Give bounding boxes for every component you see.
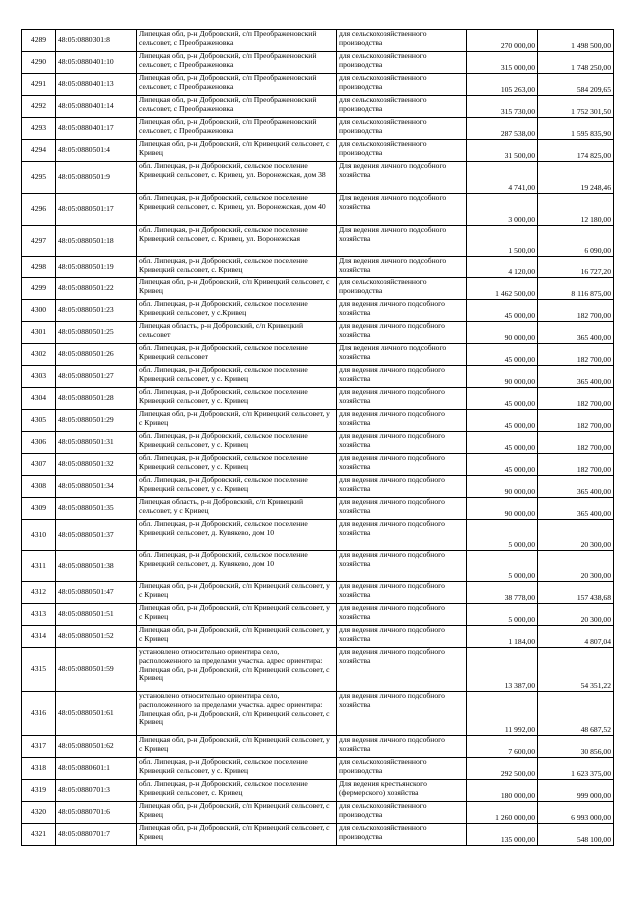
table-row: [22, 162, 614, 194]
table-row: [22, 344, 614, 366]
table-row: [22, 520, 614, 551]
cadastral-value-cell: 20 300,00: [538, 520, 614, 551]
row-number-cell: 4300: [22, 300, 56, 322]
row-number-cell: 4289: [22, 30, 56, 52]
cadastral-number-cell: 48:05:0880501:37: [56, 520, 137, 551]
land-use-cell: для сельскохозяйственного производства: [337, 802, 467, 824]
row-number-cell: 4315: [22, 648, 56, 692]
table-row: [22, 551, 614, 582]
cadastral-number-cell: 48:05:0880401:14: [56, 96, 137, 118]
cadastral-number-cell: 48:05:0880501:28: [56, 388, 137, 410]
table-row: [22, 366, 614, 388]
table-row: [22, 388, 614, 410]
cadastral-number-cell: 48:05:0880501:27: [56, 366, 137, 388]
address-cell: Липецкая область, р-н Добровский, с/п Кривецкий сельсовет: [137, 322, 337, 344]
cadastral-value-cell: 20 300,00: [538, 551, 614, 582]
cadastral-number-cell: 48:05:0880701:6: [56, 802, 137, 824]
land-use-cell: для ведения личного подсобного хозяйства: [337, 366, 467, 388]
cadastral-value-cell: 365 400,00: [538, 476, 614, 498]
area-cell: 45 000,00: [467, 454, 538, 476]
table-row: [22, 226, 614, 257]
cadastral-number-cell: 48:05:0880501:32: [56, 454, 137, 476]
land-use-cell: для ведения личного подсобного хозяйства: [337, 648, 467, 692]
area-cell: 31 500,00: [467, 140, 538, 162]
row-number-cell: 4317: [22, 736, 56, 758]
table-row: [22, 410, 614, 432]
land-use-cell: для сельскохозяйственного производства: [337, 96, 467, 118]
cadastral-value-cell: 182 700,00: [538, 388, 614, 410]
cadastral-value-cell: 48 687,52: [538, 692, 614, 736]
table-row: [22, 257, 614, 278]
area-cell: 315 730,00: [467, 96, 538, 118]
row-number-cell: 4302: [22, 344, 56, 366]
cadastral-number-cell: 48:05:0880501:51: [56, 604, 137, 626]
table-row: [22, 498, 614, 520]
cadastral-value-cell: 182 700,00: [538, 410, 614, 432]
area-cell: 4 120,00: [467, 257, 538, 278]
cadastral-value-cell: 584 209,65: [538, 74, 614, 96]
table-row: [22, 300, 614, 322]
cadastral-number-cell: 48:05:0880501:52: [56, 626, 137, 648]
cadastral-value-cell: 6 090,00: [538, 226, 614, 257]
cadastral-value-cell: 1 498 500,00: [538, 30, 614, 52]
row-number-cell: 4316: [22, 692, 56, 736]
cadastral-value-cell: 20 300,00: [538, 604, 614, 626]
table-row: [22, 736, 614, 758]
address-cell: обл. Липецкая, р-н Добровский, сельское поселение Кривецкий сельсовет, с. Кривец, ул. Воронежская, дом 38: [137, 162, 337, 194]
table-row: [22, 278, 614, 300]
cadastral-value-cell: 4 807,04: [538, 626, 614, 648]
area-cell: 7 600,00: [467, 736, 538, 758]
cadastral-number-cell: 48:05:0880701:3: [56, 780, 137, 802]
cadastral-number-cell: 48:05:0880501:4: [56, 140, 137, 162]
area-cell: 5 000,00: [467, 520, 538, 551]
land-use-cell: Для ведения крестьянского (фермерского) хозяйства: [337, 780, 467, 802]
land-use-cell: для ведения личного подсобного хозяйства: [337, 692, 467, 736]
land-use-cell: для ведения личного подсобного хозяйства: [337, 498, 467, 520]
table-body: [22, 30, 614, 846]
address-cell: Липецкая обл, р-н Добровский, с/п Кривецкий сельсовет, с Кривец: [137, 802, 337, 824]
address-cell: Липецкая обл, р-н Добровский, с/п Кривецкий сельсовет, с Кривец: [137, 140, 337, 162]
land-registry-table: [21, 29, 614, 846]
row-number-cell: 4319: [22, 780, 56, 802]
table-row: [22, 692, 614, 736]
cadastral-value-cell: 12 180,00: [538, 194, 614, 226]
row-number-cell: 4297: [22, 226, 56, 257]
row-number-cell: 4313: [22, 604, 56, 626]
row-number-cell: 4311: [22, 551, 56, 582]
land-use-cell: для сельскохозяйственного производства: [337, 758, 467, 780]
table-row: [22, 582, 614, 604]
row-number-cell: 4293: [22, 118, 56, 140]
table-row: [22, 758, 614, 780]
table-row: [22, 322, 614, 344]
area-cell: 13 387,00: [467, 648, 538, 692]
cadastral-number-cell: 48:05:0880501:47: [56, 582, 137, 604]
address-cell: Липецкая обл, р-н Добровский, с/п Преображеновский сельсовет, с Преображеновка: [137, 52, 337, 74]
land-use-cell: Для ведения личного подсобного хозяйства: [337, 194, 467, 226]
area-cell: 90 000,00: [467, 366, 538, 388]
area-cell: 11 992,00: [467, 692, 538, 736]
land-use-cell: для ведения личного подсобного хозяйства: [337, 736, 467, 758]
area-cell: 90 000,00: [467, 476, 538, 498]
address-cell: Липецкая обл, р-н Добровский, с/п Кривецкий сельсовет, с Кривец: [137, 278, 337, 300]
land-use-cell: для сельскохозяйственного производства: [337, 824, 467, 846]
table-row: [22, 194, 614, 226]
cadastral-value-cell: 999 000,00: [538, 780, 614, 802]
cadastral-value-cell: 365 400,00: [538, 322, 614, 344]
address-cell: Липецкая область, р-н Добровский, с/п Кривецкий сельсовет, у с Кривец: [137, 498, 337, 520]
cadastral-number-cell: 48:05:0880401:10: [56, 52, 137, 74]
address-cell: обл. Липецкая, р-н Добровский, сельское поселение Кривецкий сельсовет: [137, 344, 337, 366]
land-use-cell: для ведения личного подсобного хозяйства: [337, 626, 467, 648]
table-row: [22, 780, 614, 802]
address-cell: обл. Липецкая, р-н Добровский, сельское поселение Кривецкий сельсовет, у с. Кривец: [137, 454, 337, 476]
cadastral-value-cell: 182 700,00: [538, 454, 614, 476]
area-cell: 1 184,00: [467, 626, 538, 648]
address-cell: обл. Липецкая, р-н Добровский, сельское поселение Кривецкий сельсовет, у с. Кривец: [137, 758, 337, 780]
cadastral-number-cell: 48:05:0880501:62: [56, 736, 137, 758]
area-cell: 45 000,00: [467, 410, 538, 432]
cadastral-value-cell: 365 400,00: [538, 366, 614, 388]
address-cell: обл. Липецкая, р-н Добровский, сельское поселение Кривецкий сельсовет, д. Кувякево, дом 10: [137, 551, 337, 582]
land-use-cell: для ведения личного подсобного хозяйства: [337, 551, 467, 582]
area-cell: 1 462 500,00: [467, 278, 538, 300]
land-use-cell: Для ведения личного подсобного хозяйства: [337, 162, 467, 194]
cadastral-number-cell: 48:05:0880501:25: [56, 322, 137, 344]
row-number-cell: 4312: [22, 582, 56, 604]
address-cell: Липецкая обл, р-н Добровский, с/п Кривецкий сельсовет, у с Кривец: [137, 736, 337, 758]
cadastral-value-cell: 54 351,22: [538, 648, 614, 692]
address-cell: обл. Липецкая, р-н Добровский, сельское поселение Кривецкий сельсовет, д. Кувякево, дом 10: [137, 520, 337, 551]
area-cell: 1 500,00: [467, 226, 538, 257]
address-cell: обл. Липецкая, р-н Добровский, сельское поселение Кривецкий сельсовет, у с.Кривец: [137, 300, 337, 322]
area-cell: 180 000,00: [467, 780, 538, 802]
cadastral-number-cell: 48:05:0880501:38: [56, 551, 137, 582]
address-cell: Липецкая обл, р-н Добровский, с/п Кривецкий сельсовет, у с Кривец: [137, 604, 337, 626]
land-use-cell: для ведения личного подсобного хозяйства: [337, 476, 467, 498]
area-cell: 105 263,00: [467, 74, 538, 96]
cadastral-value-cell: 182 700,00: [538, 344, 614, 366]
row-number-cell: 4314: [22, 626, 56, 648]
land-use-cell: для ведения личного подсобного хозяйства: [337, 432, 467, 454]
area-cell: 315 000,00: [467, 52, 538, 74]
area-cell: 270 000,00: [467, 30, 538, 52]
cadastral-number-cell: 48:05:0880501:34: [56, 476, 137, 498]
cadastral-value-cell: 16 727,20: [538, 257, 614, 278]
cadastral-number-cell: 48:05:0880501:19: [56, 257, 137, 278]
area-cell: 45 000,00: [467, 344, 538, 366]
cadastral-number-cell: 48:05:0880401:13: [56, 74, 137, 96]
table-row: [22, 52, 614, 74]
row-number-cell: 4299: [22, 278, 56, 300]
cadastral-number-cell: 48:05:0880501:59: [56, 648, 137, 692]
cadastral-value-cell: 1 748 250,00: [538, 52, 614, 74]
table-row: [22, 604, 614, 626]
address-cell: обл. Липецкая, р-н Добровский, сельское поселение Кривецкий сельсовет, у с. Кривец: [137, 432, 337, 454]
address-cell: Липецкая обл, р-н Добровский, с/п Преображеновский сельсовет, с Преображеновка: [137, 74, 337, 96]
cadastral-value-cell: 1 752 301,50: [538, 96, 614, 118]
row-number-cell: 4308: [22, 476, 56, 498]
address-cell: Липецкая обл, р-н Добровский, с/п Преображеновский сельсовет, с Преображеновка: [137, 96, 337, 118]
cadastral-value-cell: 157 438,68: [538, 582, 614, 604]
area-cell: 90 000,00: [467, 498, 538, 520]
land-use-cell: для сельскохозяйственного производства: [337, 74, 467, 96]
cadastral-value-cell: 174 825,00: [538, 140, 614, 162]
row-number-cell: 4301: [22, 322, 56, 344]
cadastral-value-cell: 19 248,46: [538, 162, 614, 194]
area-cell: 5 000,00: [467, 604, 538, 626]
table-row: [22, 454, 614, 476]
row-number-cell: 4304: [22, 388, 56, 410]
land-use-cell: для ведения личного подсобного хозяйства: [337, 520, 467, 551]
cadastral-value-cell: 365 400,00: [538, 498, 614, 520]
table-row: [22, 118, 614, 140]
cadastral-number-cell: 48:05:0880501:23: [56, 300, 137, 322]
row-number-cell: 4294: [22, 140, 56, 162]
land-use-cell: для сельскохозяйственного производства: [337, 118, 467, 140]
area-cell: 45 000,00: [467, 300, 538, 322]
cadastral-value-cell: 182 700,00: [538, 300, 614, 322]
area-cell: 90 000,00: [467, 322, 538, 344]
cadastral-number-cell: 48:05:0880501:31: [56, 432, 137, 454]
row-number-cell: 4318: [22, 758, 56, 780]
row-number-cell: 4307: [22, 454, 56, 476]
cadastral-value-cell: 6 993 000,00: [538, 802, 614, 824]
table-row: [22, 30, 614, 52]
cadastral-number-cell: 48:05:0880501:17: [56, 194, 137, 226]
cadastral-number-cell: 48:05:0880501:22: [56, 278, 137, 300]
cadastral-number-cell: 48:05:0880501:29: [56, 410, 137, 432]
address-cell: обл. Липецкая, р-н Добровский, сельское поселение Кривецкий сельсовет, с. Кривец: [137, 780, 337, 802]
address-cell: обл. Липецкая, р-н Добровский, сельское поселение Кривецкий сельсовет, у с. Кривец: [137, 366, 337, 388]
cadastral-value-cell: 548 100,00: [538, 824, 614, 846]
address-cell: Липецкая обл, р-н Добровский, с/п Кривецкий сельсовет, с Кривец: [137, 824, 337, 846]
address-cell: Липецкая обл, р-н Добровский, с/п Преображеновский сельсовет, с Преображеновка: [137, 30, 337, 52]
table-row: [22, 140, 614, 162]
row-number-cell: 4295: [22, 162, 56, 194]
cadastral-value-cell: 30 856,00: [538, 736, 614, 758]
land-use-cell: для сельскохозяйственного производства: [337, 140, 467, 162]
land-use-cell: Для ведения личного подсобного хозяйства: [337, 344, 467, 366]
row-number-cell: 4310: [22, 520, 56, 551]
table-row: [22, 432, 614, 454]
table-row: [22, 824, 614, 846]
row-number-cell: 4321: [22, 824, 56, 846]
area-cell: 5 000,00: [467, 551, 538, 582]
area-cell: 45 000,00: [467, 388, 538, 410]
land-use-cell: для ведения личного подсобного хозяйства: [337, 322, 467, 344]
address-cell: обл. Липецкая, р-н Добровский, сельское поселение Кривецкий сельсовет, с. Кривец: [137, 257, 337, 278]
area-cell: 1 260 000,00: [467, 802, 538, 824]
cadastral-number-cell: 48:05:0880301:8: [56, 30, 137, 52]
address-cell: обл. Липецкая, р-н Добровский, сельское поселение Кривецкий сельсовет, с. Кривец, ул. Воронежская, дом 40: [137, 194, 337, 226]
row-number-cell: 4291: [22, 74, 56, 96]
land-use-cell: для ведения личного подсобного хозяйства: [337, 300, 467, 322]
address-cell: установлено относительно ориентира село, расположенного за пределами участка. адрес ориентира: Липецкая обл, р-н Добровский, с/п Кривецкий сельсовет, с Кривец: [137, 648, 337, 692]
cadastral-number-cell: 48:05:0880601:1: [56, 758, 137, 780]
table-row: [22, 626, 614, 648]
cadastral-number-cell: 48:05:0880501:35: [56, 498, 137, 520]
area-cell: 38 778,00: [467, 582, 538, 604]
row-number-cell: 4306: [22, 432, 56, 454]
address-cell: Липецкая обл, р-н Добровский, с/п Кривецкий сельсовет, у с Кривец: [137, 582, 337, 604]
land-use-cell: для сельскохозяйственного производства: [337, 30, 467, 52]
cadastral-value-cell: 8 116 875,00: [538, 278, 614, 300]
cadastral-number-cell: 48:05:0880701:7: [56, 824, 137, 846]
row-number-cell: 4290: [22, 52, 56, 74]
area-cell: 4 741,00: [467, 162, 538, 194]
cadastral-number-cell: 48:05:0880501:9: [56, 162, 137, 194]
row-number-cell: 4292: [22, 96, 56, 118]
land-use-cell: для ведения личного подсобного хозяйства: [337, 388, 467, 410]
row-number-cell: 4298: [22, 257, 56, 278]
cadastral-value-cell: 1 595 835,90: [538, 118, 614, 140]
land-use-cell: Для ведения личного подсобного хозяйства: [337, 257, 467, 278]
address-cell: Липецкая обл, р-н Добровский, с/п Кривецкий сельсовет, у с Кривец: [137, 410, 337, 432]
row-number-cell: 4296: [22, 194, 56, 226]
area-cell: 292 500,00: [467, 758, 538, 780]
cadastral-value-cell: 182 700,00: [538, 432, 614, 454]
land-use-cell: для ведения личного подсобного хозяйства: [337, 604, 467, 626]
row-number-cell: 4320: [22, 802, 56, 824]
cadastral-number-cell: 48:05:0880501:61: [56, 692, 137, 736]
table-row: [22, 476, 614, 498]
address-cell: обл. Липецкая, р-н Добровский, сельское поселение Кривецкий сельсовет, у с. Кривец: [137, 388, 337, 410]
table-row: [22, 74, 614, 96]
address-cell: Липецкая обл, р-н Добровский, с/п Преображеновский сельсовет, с Преображеновка: [137, 118, 337, 140]
cadastral-number-cell: 48:05:0880401:17: [56, 118, 137, 140]
address-cell: обл. Липецкая, р-н Добровский, сельское поселение Кривецкий сельсовет, с. Кривец, ул. Воронежская: [137, 226, 337, 257]
area-cell: 287 538,00: [467, 118, 538, 140]
table-row: [22, 802, 614, 824]
area-cell: 135 000,00: [467, 824, 538, 846]
cadastral-number-cell: 48:05:0880501:26: [56, 344, 137, 366]
land-use-cell: для сельскохозяйственного производства: [337, 52, 467, 74]
row-number-cell: 4309: [22, 498, 56, 520]
land-use-cell: для сельскохозяйственного производства: [337, 278, 467, 300]
table-row: [22, 648, 614, 692]
address-cell: установлено относительно ориентира село, расположенного за пределами участка. адрес ориентира: Липецкая обл, р-н Добровский, с/п Кривецкий сельсовет, с Кривец: [137, 692, 337, 736]
row-number-cell: 4305: [22, 410, 56, 432]
area-cell: 45 000,00: [467, 432, 538, 454]
land-use-cell: Для ведения личного подсобного хозяйства: [337, 226, 467, 257]
cadastral-value-cell: 1 623 375,00: [538, 758, 614, 780]
cadastral-number-cell: 48:05:0880501:18: [56, 226, 137, 257]
address-cell: обл. Липецкая, р-н Добровский, сельское поселение Кривецкий сельсовет, у с. Кривец: [137, 476, 337, 498]
land-use-cell: для ведения личного подсобного хозяйства: [337, 454, 467, 476]
land-use-cell: для ведения личного подсобного хозяйства: [337, 582, 467, 604]
address-cell: Липецкая обл, р-н Добровский, с/п Кривецкий сельсовет, у с Кривец: [137, 626, 337, 648]
land-use-cell: для ведения личного подсобного хозяйства: [337, 410, 467, 432]
table-row: [22, 96, 614, 118]
row-number-cell: 4303: [22, 366, 56, 388]
area-cell: 3 000,00: [467, 194, 538, 226]
